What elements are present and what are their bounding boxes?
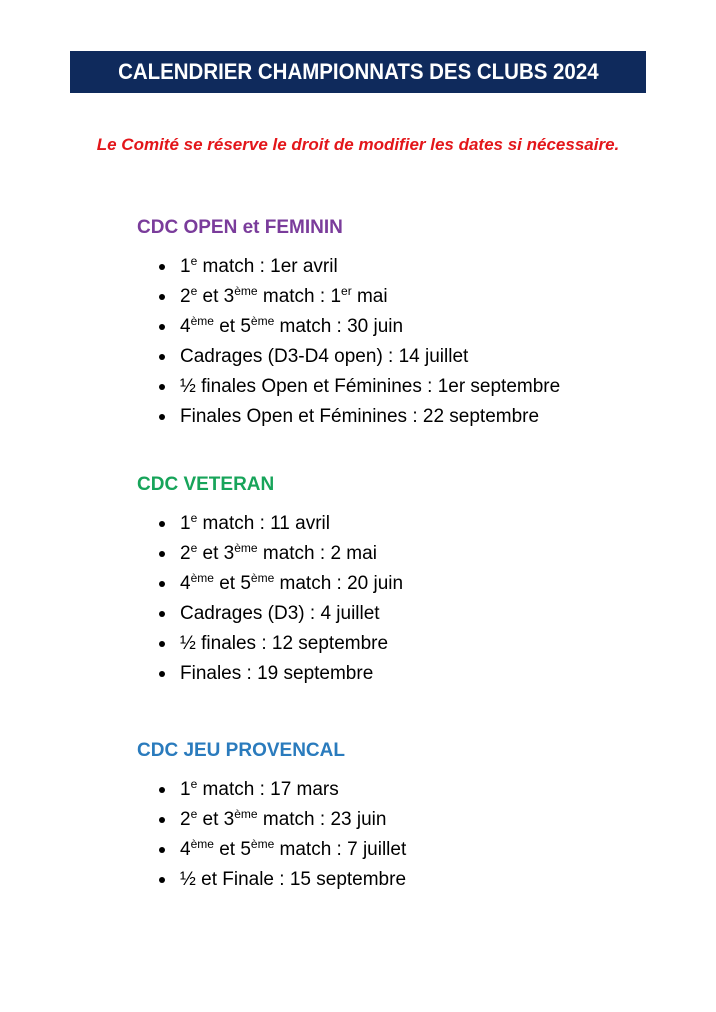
- superscript: e: [190, 807, 198, 821]
- item-text: 4: [180, 316, 191, 337]
- section-jeu-provencal: [137, 739, 677, 890]
- superscript: ème: [250, 314, 275, 328]
- list-item: [159, 372, 560, 402]
- list-item: [159, 629, 403, 659]
- superscript: er: [341, 284, 352, 298]
- item-text: 4: [180, 573, 191, 594]
- list-item: [159, 509, 403, 539]
- bullet-icon: [159, 817, 165, 823]
- schedule-list: [159, 509, 403, 689]
- list-item: [159, 402, 560, 432]
- list-item: [159, 282, 560, 312]
- item-text: et 3: [197, 543, 235, 564]
- item-text: match : 1: [257, 286, 342, 307]
- item-text: 2: [180, 809, 191, 830]
- superscript: ème: [234, 807, 258, 821]
- item-text: match : 1er avril: [197, 256, 338, 277]
- item-text: match : 11 avril: [197, 513, 330, 534]
- item-text: 1: [180, 779, 191, 800]
- section-title: CDC VETERAN: [137, 474, 275, 495]
- list-item: [159, 539, 403, 569]
- bullet-icon: [159, 551, 165, 557]
- item-text: ½ finales : 12 septembre: [180, 633, 389, 654]
- schedule-list: [159, 252, 560, 432]
- superscript: e: [190, 254, 198, 268]
- bullet-icon: [159, 521, 165, 527]
- section-veteran: [137, 473, 677, 684]
- item-text: et 5: [213, 316, 251, 337]
- superscript: ème: [250, 571, 275, 585]
- list-item: [159, 252, 560, 282]
- superscript: ème: [190, 571, 214, 585]
- item-text: 4: [180, 839, 191, 860]
- schedule-list: [159, 775, 406, 895]
- bullet-icon: [159, 877, 165, 883]
- section-open-feminin: [137, 216, 677, 427]
- bullet-icon: [159, 354, 165, 360]
- section-title: CDC JEU PROVENCAL: [137, 740, 345, 761]
- item-text: match : 23 juin: [257, 809, 387, 830]
- item-text: et 5: [213, 839, 251, 860]
- superscript: e: [190, 284, 198, 298]
- bullet-icon: [159, 787, 165, 793]
- list-item: [159, 865, 406, 895]
- item-text: match : 20 juin: [274, 573, 404, 594]
- item-text: Cadrages (D3) : 4 juillet: [180, 603, 380, 624]
- list-item: [159, 775, 406, 805]
- superscript: e: [190, 541, 198, 555]
- superscript: e: [190, 777, 198, 791]
- item-text: 2: [180, 543, 191, 564]
- item-text: 1: [180, 256, 191, 277]
- item-text: Finales Open et Féminines : 22 septembre: [180, 406, 540, 427]
- superscript: e: [190, 511, 198, 525]
- item-text: match : 17 mars: [197, 779, 339, 800]
- item-text: ½ et Finale : 15 septembre: [180, 869, 407, 890]
- item-text: ½ finales Open et Féminines : 1er septembre: [180, 376, 561, 397]
- item-text: mai: [351, 286, 388, 307]
- bullet-icon: [159, 414, 165, 420]
- item-text: match : 30 juin: [274, 316, 404, 337]
- bullet-icon: [159, 641, 165, 647]
- section-title: CDC OPEN et FEMININ: [137, 217, 343, 238]
- superscript: ème: [234, 541, 258, 555]
- item-text: 2: [180, 286, 191, 307]
- list-item: [159, 342, 560, 372]
- item-text: et 3: [197, 286, 235, 307]
- item-text: match : 2 mai: [257, 543, 377, 564]
- item-text: 1: [180, 513, 191, 534]
- bullet-icon: [159, 294, 165, 300]
- list-item: [159, 312, 560, 342]
- list-item: [159, 569, 403, 599]
- disclaimer-notice: Le Comité se réserve le droit de modifier les dates si nécessaire.: [96, 135, 620, 154]
- list-item: [159, 805, 406, 835]
- item-text: et 5: [213, 573, 251, 594]
- list-item: [159, 599, 403, 629]
- title-banner: [70, 51, 646, 93]
- bullet-icon: [159, 384, 165, 390]
- item-text: et 3: [197, 809, 235, 830]
- bullet-icon: [159, 264, 165, 270]
- list-item: [159, 659, 403, 689]
- list-item: [159, 835, 406, 865]
- bullet-icon: [159, 671, 165, 677]
- page-title: CALENDRIER CHAMPIONNATS DES CLUBS 2024: [117, 59, 599, 84]
- item-text: Finales : 19 septembre: [180, 663, 374, 684]
- superscript: ème: [250, 837, 275, 851]
- bullet-icon: [159, 324, 165, 330]
- superscript: ème: [190, 314, 214, 328]
- item-text: match : 7 juillet: [274, 839, 407, 860]
- superscript: ème: [234, 284, 258, 298]
- superscript: ème: [190, 837, 214, 851]
- bullet-icon: [159, 581, 165, 587]
- bullet-icon: [159, 847, 165, 853]
- bullet-icon: [159, 611, 165, 617]
- item-text: Cadrages (D3-D4 open) : 14 juillet: [180, 346, 469, 367]
